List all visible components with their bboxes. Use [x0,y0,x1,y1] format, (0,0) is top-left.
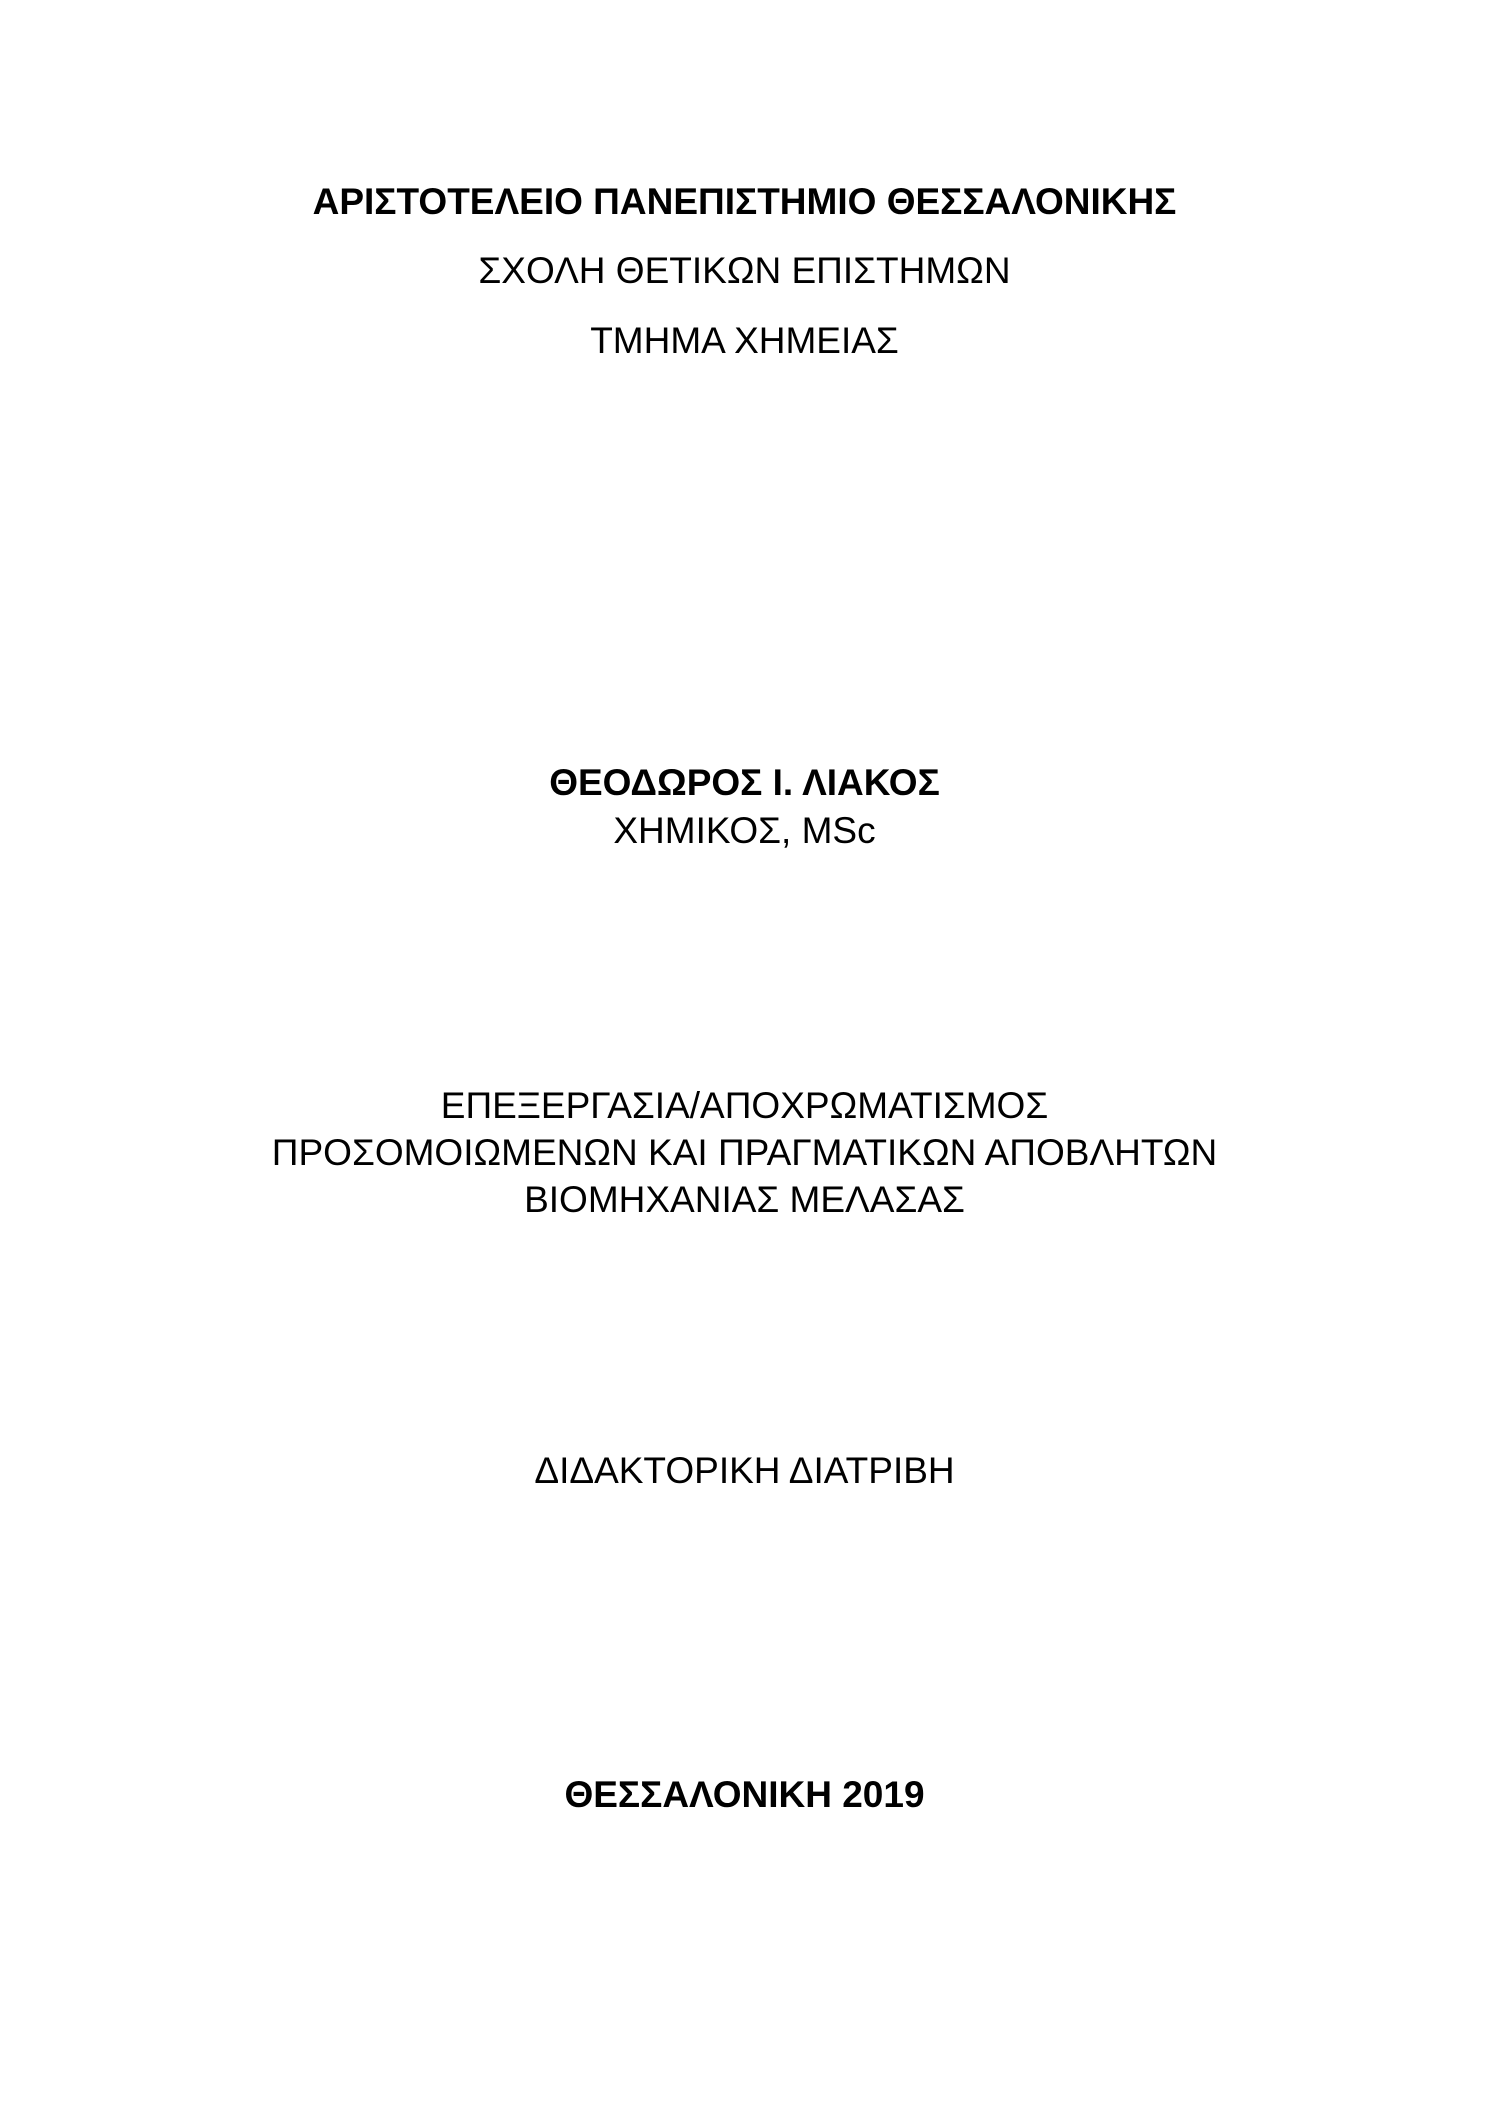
department-name: ΤΜΗΜΑ ΧΗΜΕΙΑΣ [590,320,899,361]
author-credentials: ΧΗΜΙΚΟΣ, MSc [613,810,876,851]
author-name: ΘΕΟΔΩΡΟΣ Ι. ΛΙΑΚΟΣ [549,762,940,803]
thesis-title-line-1: ΕΠΕΞΕΡΓΑΣΙΑ/ΑΠΟΧΡΩΜΑΤΙΣΜΟΣ [440,1085,1049,1126]
thesis-type: ΔΙΔΑΚΤΟΡΙΚΗ ΔΙΑΤΡΙΒΗ [534,1450,955,1491]
thesis-title-line-2: ΠΡΟΣΟΜΟΙΩΜΕΝΩΝ ΚΑΙ ΠΡΑΓΜΑΤΙΚΩΝ ΑΠΟΒΛΗΤΩΝ [271,1132,1218,1173]
school-name: ΣΧΟΛΗ ΘΕΤΙΚΩΝ ΕΠΙΣΤΗΜΩΝ [478,250,1011,291]
thesis-title-line-3: ΒΙΟΜΗΧΑΝΙΑΣ ΜΕΛΑΣΑΣ [524,1179,965,1220]
place-and-year: ΘΕΣΣΑΛΟΝΙΚΗ 2019 [564,1774,925,1815]
university-name: ΑΡΙΣΤΟΤΕΛΕΙΟ ΠΑΝΕΠΙΣΤΗΜΙΟ ΘΕΣΣΑΛΟΝΙΚΗΣ [312,181,1177,222]
